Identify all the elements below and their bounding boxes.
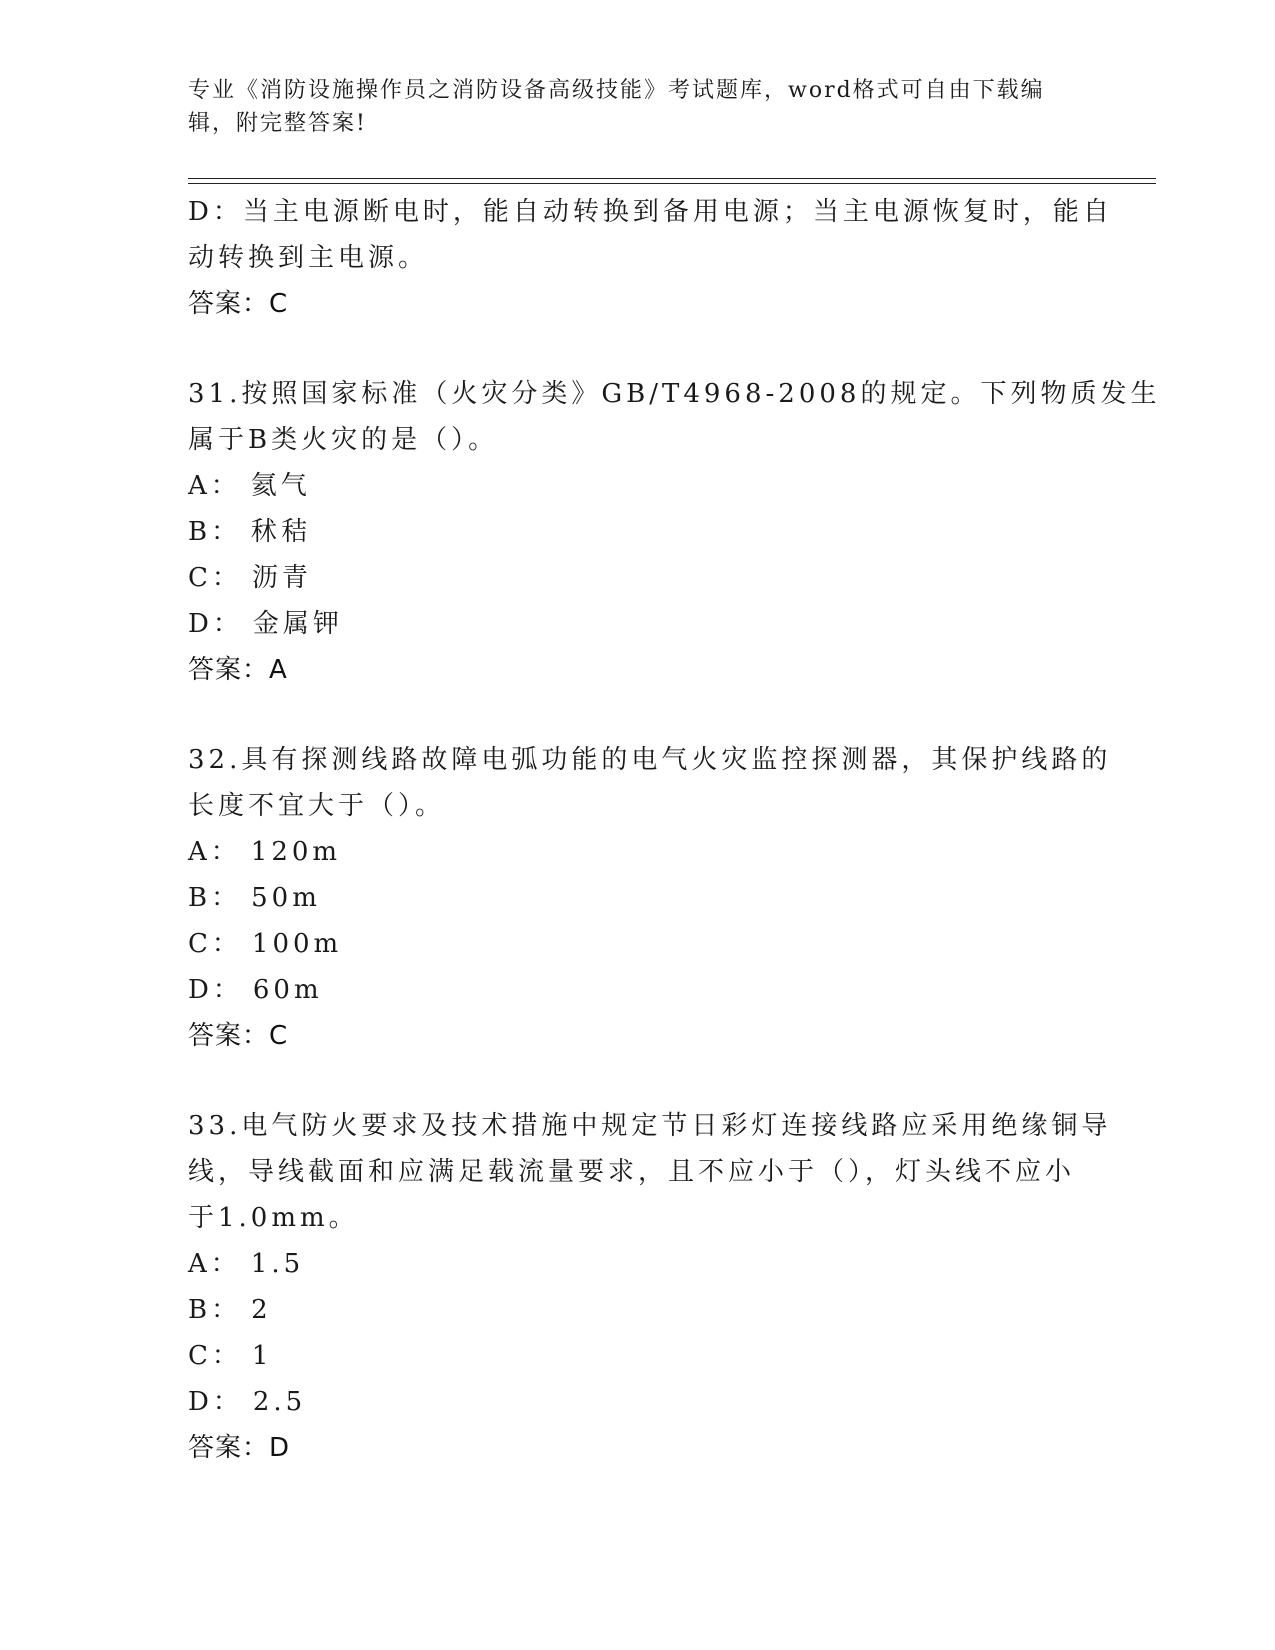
option-value: 50m	[251, 883, 321, 913]
option-key: A：	[188, 1249, 241, 1279]
option-value: 100m	[251, 929, 343, 959]
option-key: B：	[188, 883, 242, 913]
option-a	[188, 829, 1068, 875]
option-value: 沥青	[251, 563, 312, 593]
option-key: B：	[188, 517, 242, 547]
question-stem: 31.按照国家标准（火灾分类》GB/T4968-2008的规定。下列物质发生	[188, 379, 1161, 409]
option-key: D：	[188, 975, 243, 1005]
option-value: 120m	[250, 837, 342, 867]
option-line: 动转换到主电源。	[188, 243, 429, 273]
option-value: 1.5	[250, 1249, 305, 1279]
option-c	[188, 1333, 1068, 1379]
question-32	[188, 737, 1112, 1059]
option-value: 秫秸	[251, 517, 312, 547]
option-key: A：	[188, 471, 241, 501]
question-stem: 长度不宜大于（）。	[188, 791, 446, 821]
header-divider-bottom	[188, 183, 1156, 184]
option-key: C：	[188, 563, 242, 593]
question-stem: 线，导线截面和应满足载流量要求，且不应小于（），灯头线不应小	[188, 1157, 1076, 1187]
option-value: 氦气	[250, 471, 311, 501]
option-key: B：	[188, 1295, 242, 1325]
option-c	[188, 555, 1068, 601]
option-value: 2.5	[252, 1387, 307, 1417]
option-b	[188, 509, 1068, 555]
option-b	[188, 1287, 1068, 1333]
option-key: D：	[188, 1387, 243, 1417]
question-31	[188, 371, 1161, 693]
answer-line: 答案：D	[188, 1433, 291, 1463]
option-key: D：	[188, 609, 243, 639]
question-stem: 于1.0mm。	[188, 1203, 359, 1233]
option-key: C：	[188, 929, 242, 959]
option-a	[188, 463, 1068, 509]
option-c	[188, 921, 1068, 967]
option-line: D：当主电源断电时，能自动转换到备用电源；当主电源恢复时，能自	[188, 197, 1113, 227]
header-divider-top	[188, 178, 1156, 179]
continued-question	[188, 189, 1113, 327]
question-list	[188, 189, 1161, 1471]
option-key: A：	[188, 837, 241, 867]
option-d	[188, 967, 1068, 1013]
option-value: 60m	[252, 975, 323, 1005]
question-stem: 33.电气防火要求及技术措施中规定节日彩灯连接线路应采用绝缘铜导	[188, 1111, 1112, 1141]
document-header: 专业《消防设施操作员之消防设备高级技能》考试题库，word格式可自由下载编辑，附完整答案!	[188, 78, 1045, 136]
answer-line: 答案：A	[188, 655, 288, 685]
option-a	[188, 1241, 1068, 1287]
answer-line: 答案：C	[188, 289, 289, 319]
option-d	[188, 601, 1068, 647]
option-value: 2	[251, 1295, 272, 1325]
question-stem: 32.具有探测线路故障电弧功能的电气火灾监控探测器，其保护线路的	[188, 745, 1112, 775]
option-key: C：	[188, 1341, 242, 1371]
option-value: 1	[251, 1341, 273, 1371]
option-value: 金属钾	[252, 609, 343, 639]
option-d	[188, 1379, 1068, 1425]
option-b	[188, 875, 1068, 921]
answer-line: 答案：C	[188, 1021, 289, 1051]
question-33	[188, 1103, 1112, 1471]
question-stem: 属于B类火灾的是（）。	[188, 425, 499, 455]
